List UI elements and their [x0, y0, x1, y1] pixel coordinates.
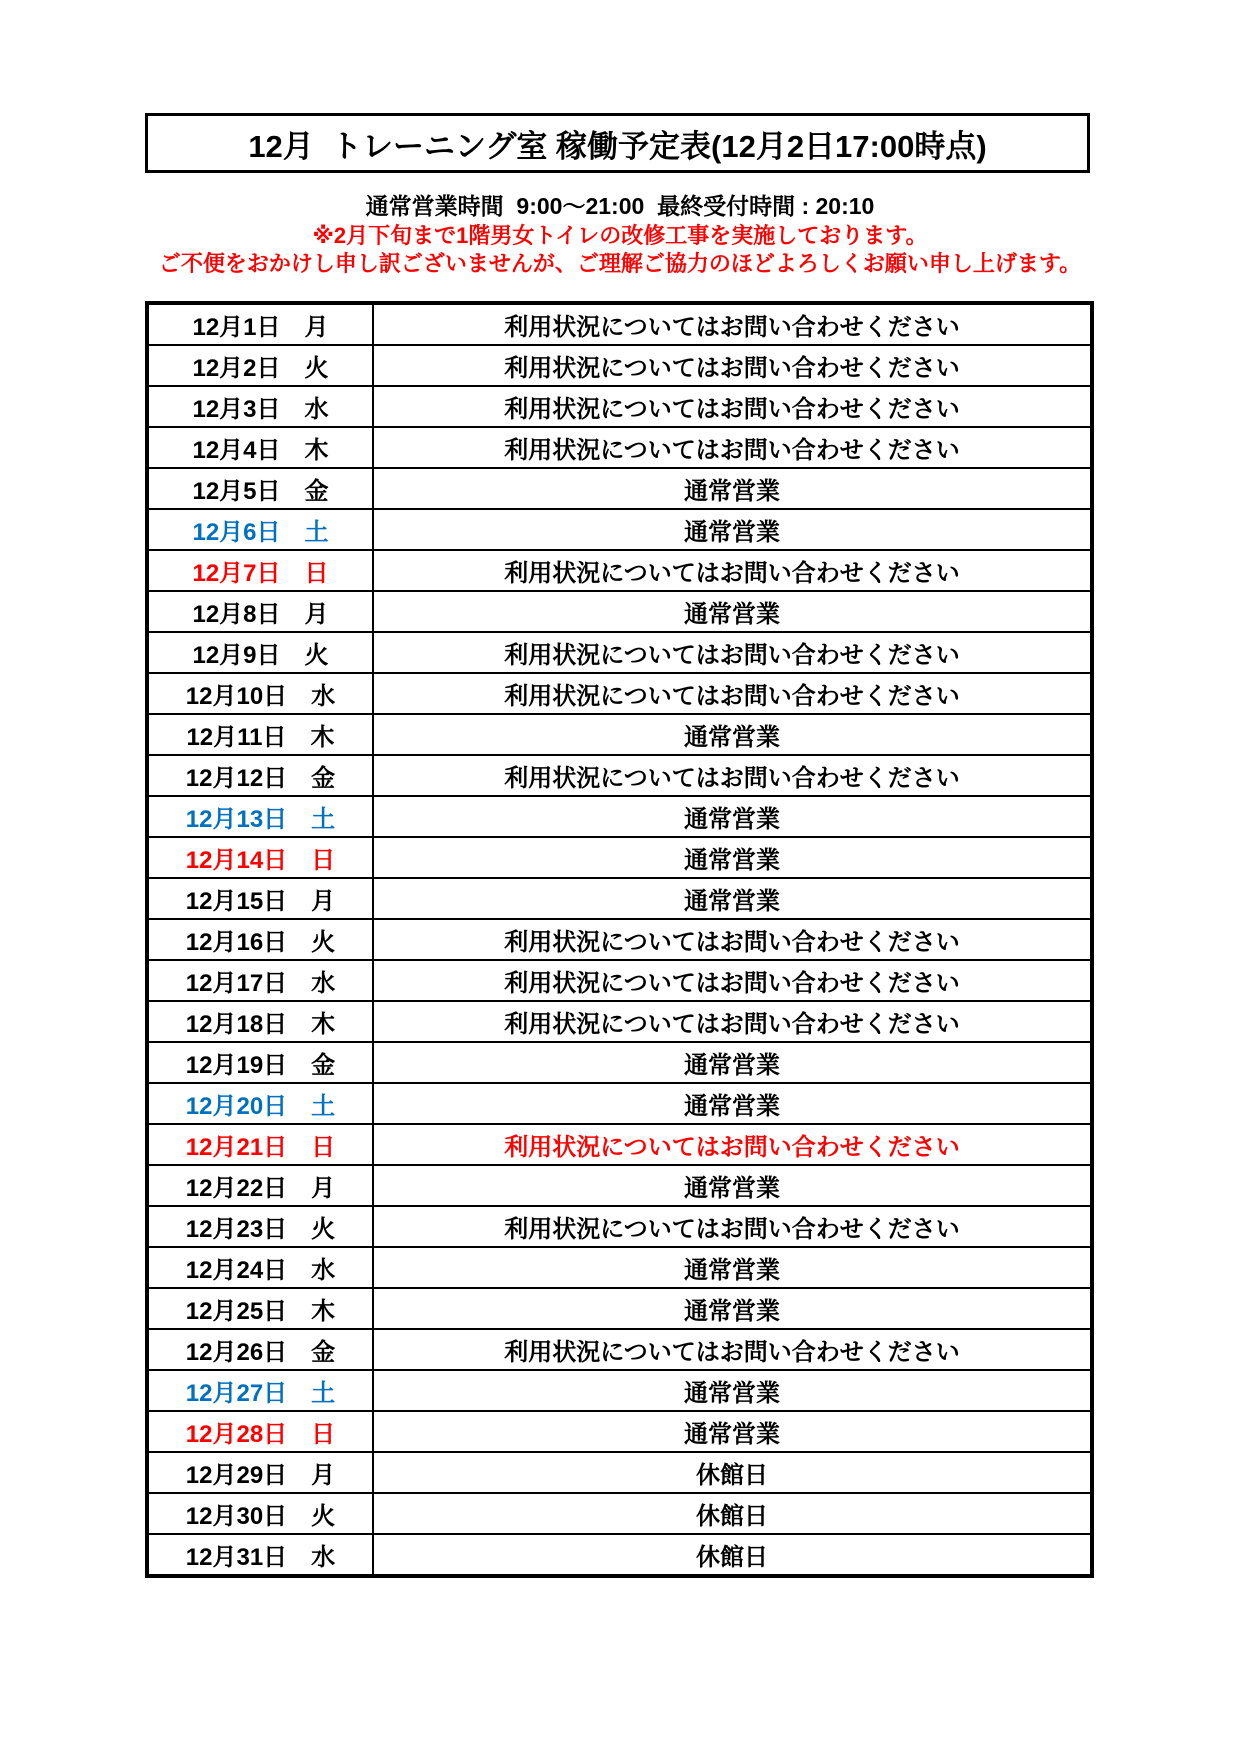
schedule-row — [147, 919, 1092, 960]
schedule-row — [147, 1083, 1092, 1124]
status-cell: 利用状況についてはお問い合わせください — [373, 755, 1092, 796]
date-cell: 12月21日 日 — [147, 1124, 373, 1165]
page-title: 12月 トレーニング室 稼働予定表(12月2日17:00時点) — [248, 128, 987, 164]
date-cell: 12月17日 水 — [147, 960, 373, 1001]
schedule-row — [147, 303, 1092, 345]
date-cell: 12月11日 木 — [147, 714, 373, 755]
schedule-row — [147, 345, 1092, 386]
schedule-row — [147, 1534, 1092, 1576]
schedule-row — [147, 591, 1092, 632]
schedule-row — [147, 632, 1092, 673]
date-cell: 12月26日 金 — [147, 1329, 373, 1370]
status-cell: 利用状況についてはお問い合わせください — [373, 673, 1092, 714]
date-cell: 12月14日 日 — [147, 837, 373, 878]
status-cell: 通常営業 — [373, 1165, 1092, 1206]
schedule-row — [147, 755, 1092, 796]
page-title-box — [145, 113, 1090, 173]
status-cell: 通常営業 — [373, 468, 1092, 509]
date-cell: 12月5日 金 — [147, 468, 373, 509]
status-cell: 利用状況についてはお問い合わせください — [373, 1329, 1092, 1370]
schedule-row — [147, 468, 1092, 509]
status-cell: 利用状況についてはお問い合わせください — [373, 960, 1092, 1001]
status-cell: 利用状況についてはお問い合わせください — [373, 427, 1092, 468]
schedule-table — [145, 301, 1094, 1578]
schedule-row — [147, 878, 1092, 919]
status-cell: 通常営業 — [373, 796, 1092, 837]
schedule-row — [147, 386, 1092, 427]
date-cell: 12月19日 金 — [147, 1042, 373, 1083]
status-cell: 休館日 — [373, 1452, 1092, 1493]
status-cell: 通常営業 — [373, 1083, 1092, 1124]
schedule-row — [147, 1206, 1092, 1247]
date-cell: 12月12日 金 — [147, 755, 373, 796]
status-cell: 休館日 — [373, 1534, 1092, 1576]
schedule-row — [147, 796, 1092, 837]
schedule-row — [147, 550, 1092, 591]
date-cell: 12月28日 日 — [147, 1411, 373, 1452]
date-cell: 12月2日 火 — [147, 345, 373, 386]
schedule-row — [147, 1329, 1092, 1370]
schedule-row — [147, 960, 1092, 1001]
date-cell: 12月4日 木 — [147, 427, 373, 468]
status-cell: 利用状況についてはお問い合わせください — [373, 1124, 1092, 1165]
status-cell: 利用状況についてはお問い合わせください — [373, 919, 1092, 960]
status-cell: 通常営業 — [373, 878, 1092, 919]
status-cell: 利用状況についてはお問い合わせください — [373, 303, 1092, 345]
schedule-row — [147, 714, 1092, 755]
date-cell: 12月24日 水 — [147, 1247, 373, 1288]
date-cell: 12月6日 土 — [147, 509, 373, 550]
date-cell: 12月3日 水 — [147, 386, 373, 427]
date-cell: 12月31日 水 — [147, 1534, 373, 1576]
date-cell: 12月25日 木 — [147, 1288, 373, 1329]
schedule-row — [147, 1493, 1092, 1534]
date-cell: 12月29日 月 — [147, 1452, 373, 1493]
business-hours-text: 通常営業時間 9:00〜21:00 最終受付時間 : 20:10 — [365, 193, 875, 219]
status-cell: 通常営業 — [373, 837, 1092, 878]
schedule-row — [147, 673, 1092, 714]
status-cell: 通常営業 — [373, 1247, 1092, 1288]
schedule-row — [147, 509, 1092, 550]
status-cell: 通常営業 — [373, 1411, 1092, 1452]
status-cell: 利用状況についてはお問い合わせください — [373, 1001, 1092, 1042]
date-cell: 12月30日 火 — [147, 1493, 373, 1534]
status-cell: 通常営業 — [373, 714, 1092, 755]
date-cell: 12月8日 月 — [147, 591, 373, 632]
date-cell: 12月23日 火 — [147, 1206, 373, 1247]
schedule-row — [147, 1288, 1092, 1329]
schedule-row — [147, 837, 1092, 878]
schedule-row — [147, 427, 1092, 468]
date-cell: 12月9日 火 — [147, 632, 373, 673]
status-cell: 通常営業 — [373, 591, 1092, 632]
schedule-row — [147, 1370, 1092, 1411]
date-cell: 12月1日 月 — [147, 303, 373, 345]
schedule-row — [147, 1042, 1092, 1083]
status-cell: 通常営業 — [373, 1370, 1092, 1411]
construction-notice-line1: ※2月下旬まで1階男女トイレの改修工事を実施しております。 — [312, 223, 928, 248]
construction-notice-line2: ご不便をおかけし申し訳ございませんが、ご理解ご協力のほどよろしくお願い申し上げます。 — [158, 251, 1082, 276]
status-cell: 利用状況についてはお問い合わせください — [373, 386, 1092, 427]
date-cell: 12月16日 火 — [147, 919, 373, 960]
status-cell: 利用状況についてはお問い合わせください — [373, 632, 1092, 673]
date-cell: 12月13日 土 — [147, 796, 373, 837]
schedule-row — [147, 1124, 1092, 1165]
status-cell: 利用状況についてはお問い合わせください — [373, 550, 1092, 591]
date-cell: 12月22日 月 — [147, 1165, 373, 1206]
status-cell: 通常営業 — [373, 1288, 1092, 1329]
schedule-row — [147, 1165, 1092, 1206]
status-cell: 利用状況についてはお問い合わせください — [373, 345, 1092, 386]
schedule-row — [147, 1452, 1092, 1493]
status-cell: 利用状況についてはお問い合わせください — [373, 1206, 1092, 1247]
date-cell: 12月27日 土 — [147, 1370, 373, 1411]
date-cell: 12月10日 水 — [147, 673, 373, 714]
date-cell: 12月18日 木 — [147, 1001, 373, 1042]
status-cell: 通常営業 — [373, 1042, 1092, 1083]
schedule-table-body — [147, 303, 1092, 1576]
status-cell: 通常営業 — [373, 509, 1092, 550]
date-cell: 12月7日 日 — [147, 550, 373, 591]
date-cell: 12月15日 月 — [147, 878, 373, 919]
status-cell: 休館日 — [373, 1493, 1092, 1534]
schedule-row — [147, 1247, 1092, 1288]
date-cell: 12月20日 土 — [147, 1083, 373, 1124]
schedule-row — [147, 1411, 1092, 1452]
schedule-row — [147, 1001, 1092, 1042]
